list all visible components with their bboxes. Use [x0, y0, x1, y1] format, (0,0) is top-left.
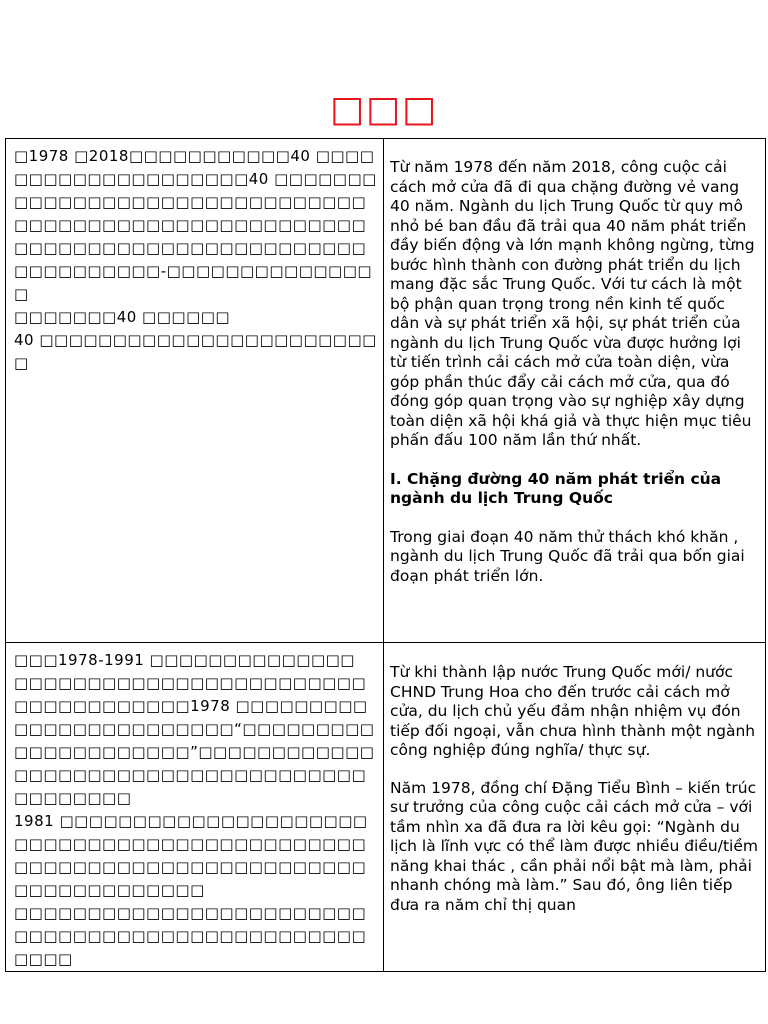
bilingual-table [5, 138, 766, 972]
vietnamese-cell [384, 643, 766, 972]
section-heading: I. Chặng đường 40 năm phát triển của ngành du lịch Trung Quốc [390, 469, 722, 507]
vietnamese-paragraph: Từ năm 1978 đến năm 2018, công cuộc cải cách mở cửa đã đi qua chặng đường vẻ vang 40 năm. Ngành du lịch Trung Quốc từ quy mô nhỏ bé ban đầu đã trải qua 40 năm phát triển đầy biến động và lớn mạnh không ngừng, từng bước hình thành con đường phát triển du lịch mang đặc sắc Trung Quốc. Với tư cách là một bộ phận quan trọng trong nền kinh tế quốc dân và sự phát triển xã hội, sự phát triển của ngành du lịch Trung Quốc vừa được hưởng lợi từ tiến trình cải cách mở cửa toàn diện, vừa góp phần thúc đẩy cải cách mở cửa, qua đó đóng góp quan trọng vào sự nghiệp xây dựng toàn diện xã hội khá giả và thực hiện mục tiêu phấn đấu 100 năm lần thứ nhất. [390, 158, 755, 449]
chinese-cell [6, 139, 384, 643]
chinese-paragraph: □1978 □2018□□□□□□□□□□□40 □□□□□□□□□□□□□□□□□□□□40 □□□□□□□□□□□□□□□□□□□□□□□□□□□□□□□□□□□□□□□□□□□□□□□□□□□□□□□□□□□□□□□□□□□□□□□□□□□□□□□□□□□□□□□□□-□□□□□□□□□□□□□□□ □□□□□□□40 □□□□□□ 40 □□□□□□□□□□□□□□□□□□□□□□□□ [14, 147, 377, 372]
document-title: □□□ [329, 89, 439, 130]
vietnamese-paragraph: Trong giai đoạn 40 năm thử thách khó khăn , ngành du lịch Trung Quốc đã trải qua bốn giai đoạn phát triển lớn. [390, 527, 745, 585]
chinese-paragraph: □□□1978-1991 □□□□□□□□□□□□□□ □□□□□□□□□□□□□□□□□□□□□□□□□□□□□□□□□□□□1978 □□□□□□□□□□□□□□□□□□□□□□□□“□□□□□□□□□□□□□□□□□□□□□”□□□□□□□□□□□□□□□□□□□□□□□□□□□□□□□□□□□□□□□□□□□□ 1981 □□□□□□□□□□□□□□□□□□□□□□□□□□□□□□□□□□□□□□□□□□□□□□□□□□□□□□□□□□□□□□□□□□□□□□□□□□□□□□□□□□ □□□□□□□□□□□□□□□□□□□□□□□□□□□□□□□□□□□□□□□□□□□□□□□□□□□□ [14, 651, 375, 968]
vietnamese-cell [384, 139, 766, 643]
vietnamese-paragraph: Năm 1978, đồng chí Đặng Tiểu Bình – kiến trúc sư trưởng của công cuộc cải cách mở cửa – với tầm nhìn xa đã đưa ra lời kêu gọi: “Ngành du lịch là lĩnh vực có thể làm được nhiều điều/tiềm năng khai thác , cần phải nổi bật mà làm, phải nhanh chóng mà làm.” Sau đó, ông liên tiếp đưa ra năm chỉ thị quan [390, 778, 758, 914]
table-row [6, 643, 766, 972]
table-row [6, 139, 766, 643]
vietnamese-paragraph: Từ khi thành lập nước Trung Quốc mới/ nước CHND Trung Hoa cho đến trước cải cách mở cửa, du lịch chủ yếu đảm nhận nhiệm vụ đón tiếp đối ngoại, vẫn chưa hình thành một ngành công nghiệp đúng nghĩa/ thực sự. [390, 663, 756, 759]
chinese-cell [6, 643, 384, 972]
